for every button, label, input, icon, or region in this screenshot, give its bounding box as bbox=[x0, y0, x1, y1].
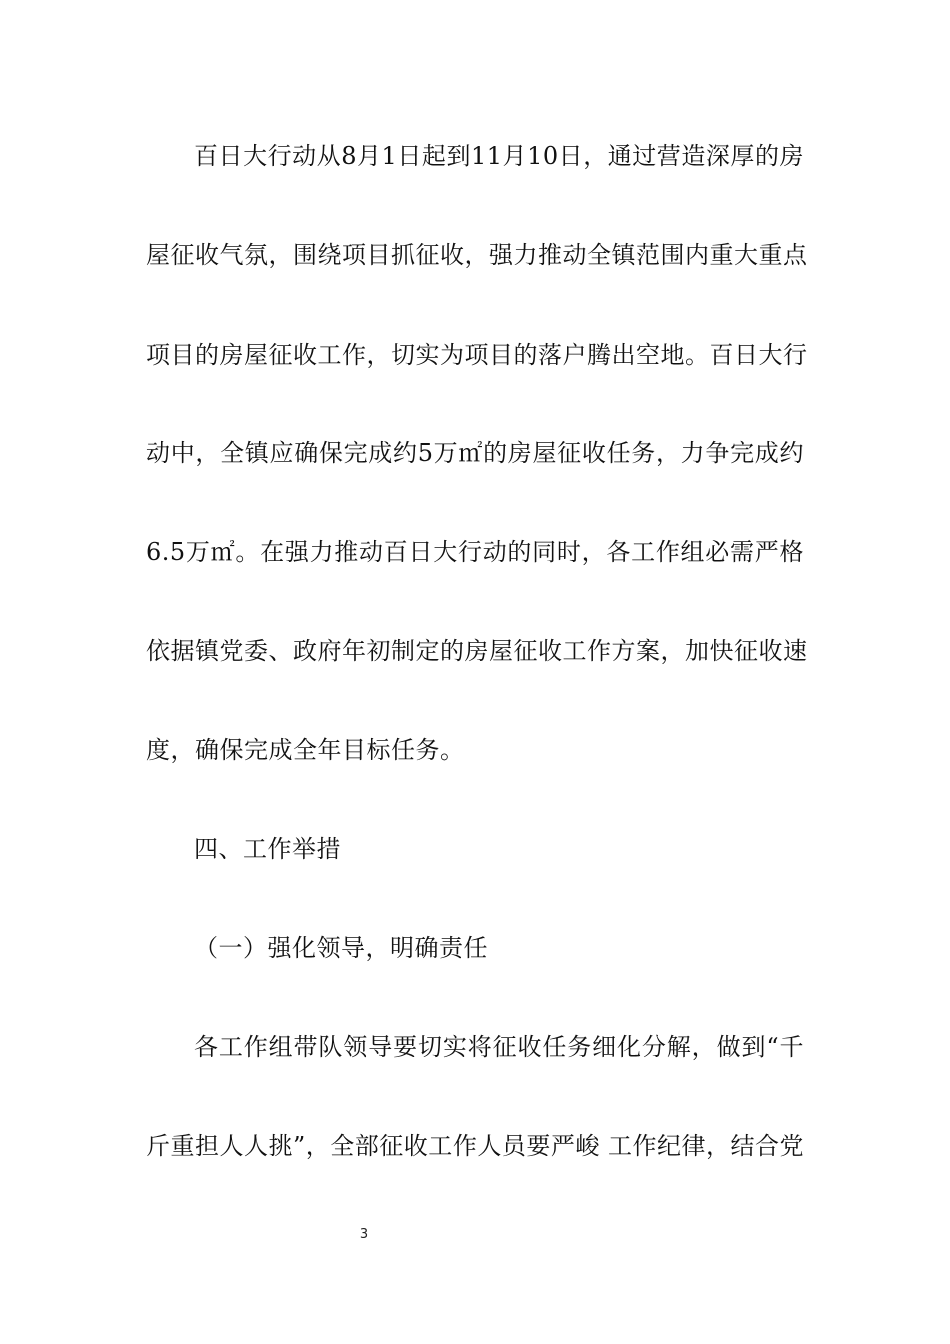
paragraph-line: 依据镇党委、政府年初制定的房屋征收工作方案，加快征收速 bbox=[146, 637, 808, 665]
paragraph-line: 6.5万㎡。在强力推动百日大行动的同时，各工作组必需严格 bbox=[146, 538, 804, 566]
paragraph-line: 各工作组带队领导要切实将征收任务细化分解，做到“千 bbox=[194, 1033, 804, 1061]
paragraph-line: 动中，全镇应确保完成约5万㎡的房屋征收任务，力争完成约 bbox=[146, 439, 804, 467]
paragraph-line: 屋征收气氛，围绕项目抓征收，强力推动全镇范围内重大重点 bbox=[146, 241, 808, 269]
paragraph-line: 百日大行动从8月1日起到11月10日，通过营造深厚的房 bbox=[194, 142, 804, 170]
paragraph-line: 项目的房屋征收工作，切实为项目的落户腾出空地。百日大行 bbox=[146, 341, 808, 369]
page-number: 3 bbox=[359, 1227, 369, 1242]
section-heading: 四、工作举措 bbox=[194, 835, 341, 863]
paragraph-line: 斤重担人人挑”，全部征收工作人员要严峻 工作纪律，结合党 bbox=[146, 1132, 804, 1160]
subsection-heading: （一）强化领导，明确责任 bbox=[194, 934, 488, 962]
paragraph-line: 度，确保完成全年目标任务。 bbox=[146, 736, 465, 764]
